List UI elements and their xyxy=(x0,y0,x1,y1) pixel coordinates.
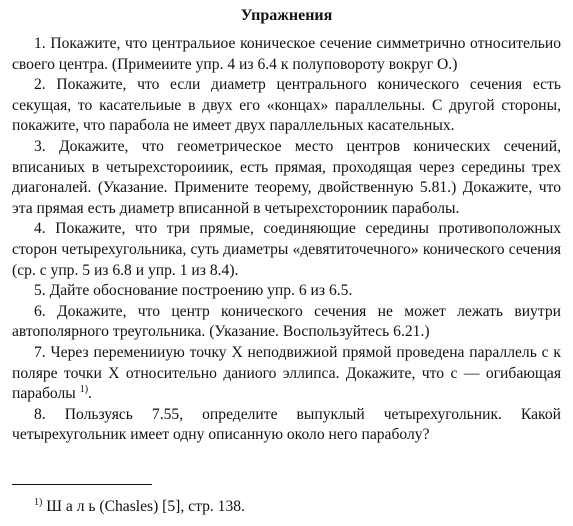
exercise-8 xyxy=(12,405,561,446)
exercise-number: 1. xyxy=(34,35,46,52)
footnote-text: Ш а л ь (Chasles) [5], стр. 138. xyxy=(46,498,245,515)
footnote-reference: 1) xyxy=(79,383,89,395)
exercise-number: 5. xyxy=(34,282,46,300)
exercise-number: 6. xyxy=(34,302,46,320)
exercise-4 xyxy=(12,219,561,281)
footnote-mark: 1) xyxy=(34,496,43,508)
exercise-number: 4. xyxy=(34,220,46,238)
section-heading: Упражнения xyxy=(240,7,333,24)
exercise-text: Покажите, что три прямые, соединяющие середины противоположных сторон четырехугольника, суть диаметры «девятиточечного» конического сечения (ср. с упр. 5 из 6.8 и упр. 1 из 8.4). xyxy=(12,220,561,279)
exercise-number: 2. xyxy=(34,76,46,94)
exercise-text-tail: . xyxy=(88,385,92,403)
exercise-text: Через переменииую точку X неподвижиой прямой проведена параллель c к поляре точки X относительно даниого эллипса. Докажите, что c — огибающая параболы xyxy=(12,343,561,403)
exercise-number: 7. xyxy=(34,343,46,361)
exercise-text: Пользуясь 7.55, определите выпуклый четырехугольник. Какой четырехугольник имеет одну описанную около него параболу? xyxy=(12,405,561,444)
exercise-text: Покажите, что центральиое коническое сечение симметрично относительио своего центра. (Примеиите упр. 4 из 6.4 к полуповороту вокруг O.) xyxy=(12,35,561,73)
footnote xyxy=(34,497,245,517)
exercise-text: Докажите, что геометрическое место центров конических сечений, вписаниых в четырехстороииик, есть прямая, проходящая через середины трех диагоналей. (Указание. Примените теорему, двойственную 5.81.) Докажите, что эта прямая есть диаметр вписанной в четырехсторониик параболы. xyxy=(12,137,561,217)
exercise-5 xyxy=(12,281,561,302)
exercise-text: Дайте обоснование построению упр. 6 из 6.5. xyxy=(49,282,353,300)
exercise-6 xyxy=(12,302,561,343)
exercise-2 xyxy=(12,75,561,137)
exercise-3 xyxy=(12,137,561,219)
exercise-list xyxy=(12,34,561,446)
footnote-divider xyxy=(12,484,152,485)
exercise-number: 3. xyxy=(34,137,46,155)
exercise-1 xyxy=(12,34,561,75)
exercise-text: Докажите, что центр конического сечения не может лежать виутри автополярного треугольника. (Указание. Воспользуйтесь 6.21.) xyxy=(12,302,561,341)
exercise-text: Покажите, что если диаметр центрального конического сечения есть секущая, то касательиые в двух его «концах» параллельны. С другой стороны, покажите, что парабола не имеет двух параллельных касательных. xyxy=(12,76,561,135)
exercise-number: 8. xyxy=(34,405,46,423)
exercise-7 xyxy=(12,343,561,405)
